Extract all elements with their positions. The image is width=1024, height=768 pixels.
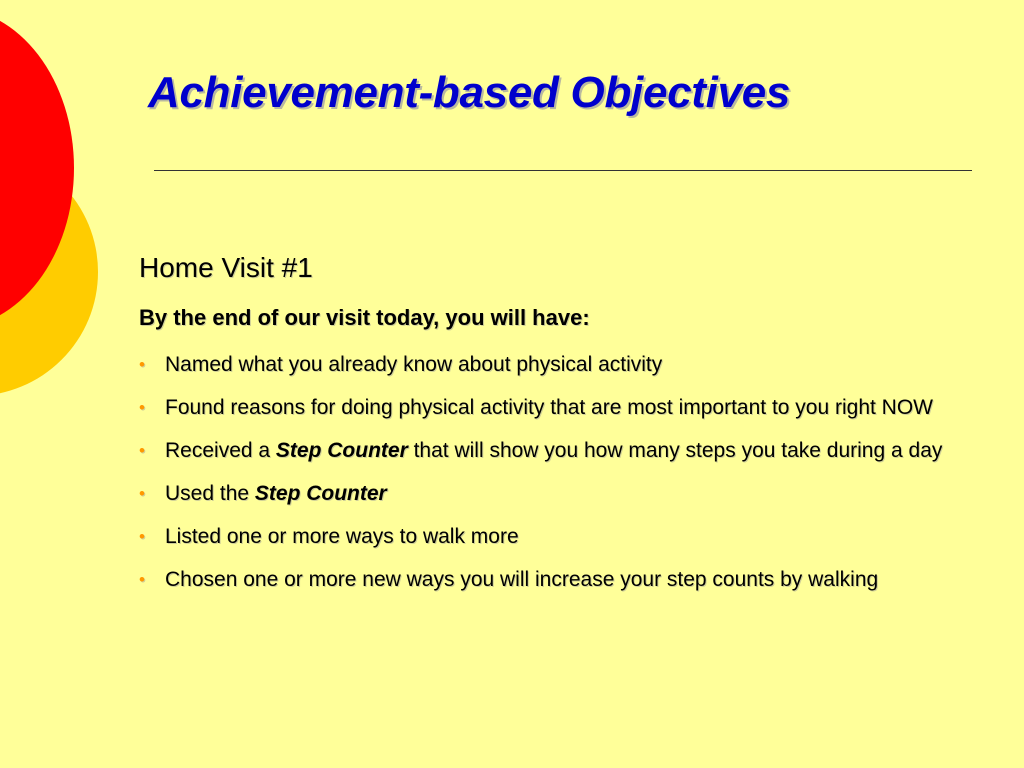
bullet-icon: •: [139, 570, 145, 589]
bullet-emphasis: Step Counter: [254, 482, 387, 505]
bullet-text: Listed one or more ways to walk more: [165, 525, 519, 548]
list-item: [139, 472, 999, 515]
bullet-text-continued: that will show you how many steps you take during a day: [407, 439, 943, 462]
list-item: [139, 515, 999, 558]
slide-body: [139, 248, 999, 601]
list-item: [139, 558, 999, 601]
bullet-text: Used the: [165, 482, 255, 505]
bullet-text: Found reasons for doing physical activity that are most important to you right NOW: [165, 396, 934, 419]
bullet-emphasis: Step Counter: [275, 439, 408, 462]
objectives-list: [139, 343, 999, 601]
bullet-icon: •: [139, 441, 145, 460]
bullet-text: Received a: [165, 439, 276, 462]
lead-sentence: By the end of our visit today, you will have:: [139, 305, 590, 330]
list-item: [139, 386, 999, 429]
bullet-icon: •: [139, 355, 145, 374]
bullet-icon: •: [139, 484, 145, 503]
list-item: [139, 429, 999, 472]
bullet-icon: •: [139, 527, 145, 546]
bullet-text: Named what you already know about physical activity: [165, 353, 663, 376]
list-item: [139, 343, 999, 386]
title-divider: [154, 170, 972, 171]
subheading: Home Visit #1: [139, 252, 313, 283]
slide-title: Achievement-based Objectives: [148, 68, 791, 117]
bullet-text: Chosen one or more new ways you will increase your step counts by walking: [165, 568, 879, 591]
bullet-icon: •: [139, 398, 145, 417]
